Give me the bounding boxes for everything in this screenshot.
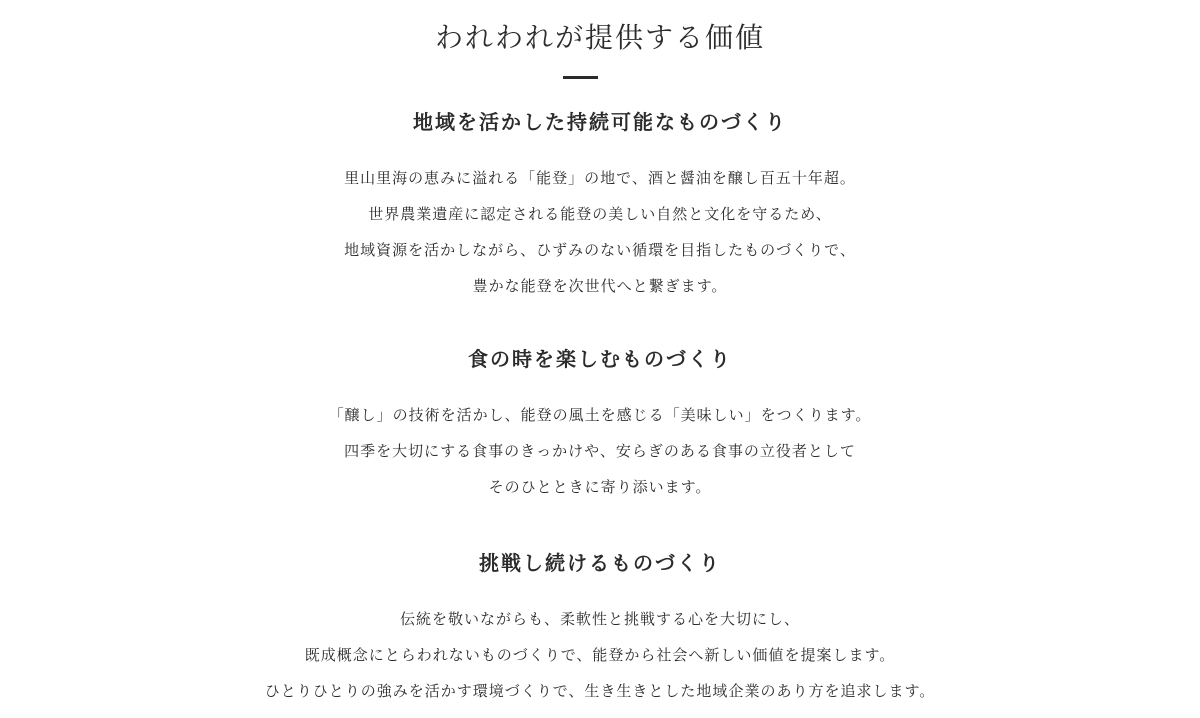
section-body	[0, 397, 1200, 505]
body-line: 地域資源を活かしながら、ひずみのない循環を目指したものづくりで、	[344, 241, 856, 259]
section-heading: 挑戦し続けるものづくり	[479, 551, 721, 575]
section-body	[0, 160, 1200, 304]
body-line: 豊かな能登を次世代へと繋ぎます。	[472, 277, 728, 295]
section-body	[0, 601, 1200, 709]
body-line: 世界農業遺産に認定される能登の美しい自然と文化を守るため、	[368, 205, 832, 223]
value-section-enjoy-meals	[0, 345, 1200, 505]
body-line: ひとりひとりの強みを活かす環境づくりで、生き生きとした地域企業のあり方を追求します。	[264, 682, 936, 700]
section-heading: 食の時を楽しむものづくり	[468, 347, 732, 371]
body-line: 「醸し」の技術を活かし、能登の風土を感じる「美味しい」をつくります。	[328, 406, 872, 424]
section-heading: 地域を活かした持続可能なものづくり	[413, 110, 787, 134]
title-divider	[563, 76, 598, 79]
body-line: 伝統を敬いながらも、柔軟性と挑戦する心を大切にし、	[399, 610, 800, 628]
body-line: そのひとときに寄り添います。	[488, 478, 712, 496]
body-line: 四季を大切にする食事のきっかけや、安らぎのある食事の立役者として	[344, 442, 856, 460]
value-section-challenge	[0, 549, 1200, 709]
value-section-sustainable	[0, 108, 1200, 304]
page-title: われわれが提供する価値	[434, 21, 765, 54]
body-line: 里山里海の恵みに溢れる「能登」の地で、酒と醤油を醸し百五十年超。	[344, 169, 856, 187]
body-line: 既成概念にとらわれないものづくりで、能登から社会へ新しい価値を提案します。	[304, 646, 896, 664]
